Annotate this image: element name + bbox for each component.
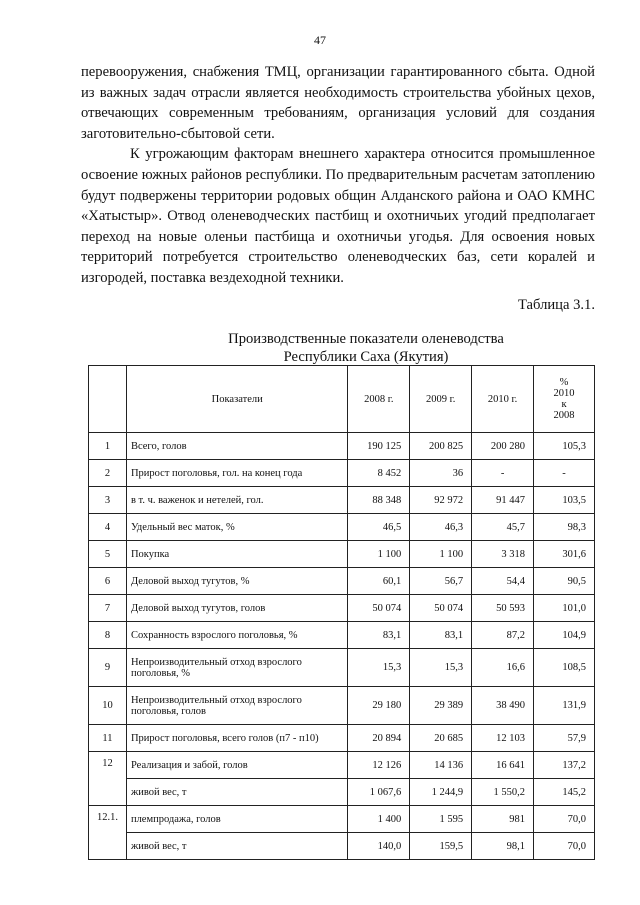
row-percent: 108,5 (534, 649, 595, 687)
row-indicator: Непроизводительный отход взрослого поголовья, голов (126, 687, 347, 725)
row-indicator: живой вес, т (126, 833, 347, 860)
row-value-2008: 83,1 (348, 622, 410, 649)
row-number: 4 (89, 514, 127, 541)
row-value-2009: 50 074 (410, 595, 472, 622)
table-header-row (89, 366, 595, 433)
row-value-2008: 1 067,6 (348, 779, 410, 806)
row-indicator: Непроизводительный отход взрослого поголовья, % (126, 649, 347, 687)
row-indicator: Прирост поголовья, всего голов (п7 - п10) (126, 725, 347, 752)
table-title-line-1: Производственные показатели оленеводства (228, 331, 504, 347)
row-value-2010: 3 318 (472, 541, 534, 568)
row-value-2009: 20 685 (410, 725, 472, 752)
row-number: 11 (89, 725, 127, 752)
row-value-2008: 50 074 (348, 595, 410, 622)
page-number: 47 (314, 33, 326, 47)
header-2009: 2009 г. (410, 366, 472, 433)
table-row (89, 725, 595, 752)
row-percent: 137,2 (534, 752, 595, 779)
row-value-2009: 92 972 (410, 487, 472, 514)
row-number: 6 (89, 568, 127, 595)
row-value-2009: 14 136 (410, 752, 472, 779)
row-percent: 57,9 (534, 725, 595, 752)
row-percent: 98,3 (534, 514, 595, 541)
header-2010: 2010 г. (472, 366, 534, 433)
table-title-line-2: Республики Саха (Якутия) (283, 349, 449, 365)
row-number: 9 (89, 649, 127, 687)
row-value-2008: 190 125 (348, 433, 410, 460)
row-value-2010: 98,1 (472, 833, 534, 860)
row-value-2010: 1 550,2 (472, 779, 534, 806)
table-row (89, 514, 595, 541)
row-number: 12 (89, 752, 127, 806)
row-value-2009: 159,5 (410, 833, 472, 860)
row-value-2010: 16,6 (472, 649, 534, 687)
row-percent: 90,5 (534, 568, 595, 595)
row-number: 2 (89, 460, 127, 487)
row-value-2010: 87,2 (472, 622, 534, 649)
row-value-2010: 12 103 (472, 725, 534, 752)
row-number: 3 (89, 487, 127, 514)
row-percent: 131,9 (534, 687, 595, 725)
row-value-2008: 8 452 (348, 460, 410, 487)
row-number: 5 (89, 541, 127, 568)
row-value-2009: 29 389 (410, 687, 472, 725)
row-value-2008: 88 348 (348, 487, 410, 514)
paragraph-1: перевооружения, снабжения ТМЦ, организации гарантированного сбыта. Одной из важных задач отрасли является необходимость строительства убойных цехов, отвечающих современным требованиям, организация условий для создания заготовительно-сбытовой сети. (81, 64, 595, 142)
row-value-2008: 60,1 (348, 568, 410, 595)
header-num (89, 366, 127, 433)
row-value-2008: 140,0 (348, 833, 410, 860)
row-value-2010: 200 280 (472, 433, 534, 460)
table-title (0, 330, 640, 366)
row-indicator: Удельный вес маток, % (126, 514, 347, 541)
row-percent: 70,0 (534, 806, 595, 833)
row-value-2008: 29 180 (348, 687, 410, 725)
row-number: 12.1. (89, 806, 127, 860)
row-value-2008: 12 126 (348, 752, 410, 779)
row-value-2009: 200 825 (410, 433, 472, 460)
row-number: 10 (89, 687, 127, 725)
row-value-2010: 38 490 (472, 687, 534, 725)
row-percent: 301,6 (534, 541, 595, 568)
row-value-2008: 1 400 (348, 806, 410, 833)
row-indicator: Реализация и забой, голов (126, 752, 347, 779)
row-value-2009: 36 (410, 460, 472, 487)
row-indicator: Всего, голов (126, 433, 347, 460)
table-row (89, 779, 595, 806)
row-value-2009: 15,3 (410, 649, 472, 687)
table-row (89, 541, 595, 568)
row-value-2010: 16 641 (472, 752, 534, 779)
row-value-2009: 83,1 (410, 622, 472, 649)
row-value-2010: 981 (472, 806, 534, 833)
row-value-2008: 1 100 (348, 541, 410, 568)
row-percent: 103,5 (534, 487, 595, 514)
table-row (89, 833, 595, 860)
row-value-2008: 20 894 (348, 725, 410, 752)
row-value-2010: 91 447 (472, 487, 534, 514)
header-2008: 2008 г. (348, 366, 410, 433)
row-indicator: в т. ч. важенок и нетелей, гол. (126, 487, 347, 514)
table-row (89, 687, 595, 725)
row-percent: 145,2 (534, 779, 595, 806)
row-value-2008: 15,3 (348, 649, 410, 687)
table-row (89, 752, 595, 779)
production-indicators-table (88, 365, 595, 860)
row-value-2010: - (472, 460, 534, 487)
row-percent: 70,0 (534, 833, 595, 860)
row-indicator: Сохранность взрослого поголовья, % (126, 622, 347, 649)
row-value-2008: 46,5 (348, 514, 410, 541)
header-indicator: Показатели (126, 366, 347, 433)
table-row (89, 806, 595, 833)
row-percent: 104,9 (534, 622, 595, 649)
row-indicator: Прирост поголовья, гол. на конец года (126, 460, 347, 487)
table-label: Таблица 3.1. (517, 297, 595, 313)
row-value-2009: 1 244,9 (410, 779, 472, 806)
header-percent-line-1: % (559, 377, 569, 388)
row-indicator: Деловой выход тугутов, голов (126, 595, 347, 622)
row-value-2009: 1 100 (410, 541, 472, 568)
row-indicator: племпродажа, голов (126, 806, 347, 833)
table-row (89, 568, 595, 595)
row-number: 1 (89, 433, 127, 460)
row-value-2010: 54,4 (472, 568, 534, 595)
row-percent: 101,0 (534, 595, 595, 622)
row-value-2010: 50 593 (472, 595, 534, 622)
row-value-2009: 1 595 (410, 806, 472, 833)
table-row (89, 622, 595, 649)
row-indicator: Деловой выход тугутов, % (126, 568, 347, 595)
body-text (81, 62, 595, 289)
row-value-2009: 56,7 (410, 568, 472, 595)
header-percent-line-4: 2008 (553, 410, 575, 421)
row-percent: 105,3 (534, 433, 595, 460)
header-percent-line-2: 2010 (553, 388, 575, 399)
header-percent-line-3: к (561, 399, 567, 410)
row-number: 7 (89, 595, 127, 622)
header-percent (534, 366, 595, 433)
row-number: 8 (89, 622, 127, 649)
row-value-2010: 45,7 (472, 514, 534, 541)
table-row (89, 487, 595, 514)
paragraph-2: К угрожающим факторам внешнего характера относится промышленное освоение южных районов республики. По предварительным расчетам затоплению будут подвержены территории родовых общин Алданского района и ОАО КМНС «Хатыстыр». Отвод оленеводческих пастбищ и охотничьих угодий предполагает переход на новые оленьи пастбища и охотничьи угодья. Для освоения новых территорий потребуется строительство оленеводческих баз, сети коралей и изгородей, поставка вездеходной техники. (81, 146, 595, 286)
row-percent: - (534, 460, 595, 487)
table-row (89, 460, 595, 487)
table-row (89, 649, 595, 687)
row-indicator: живой вес, т (126, 779, 347, 806)
table-row (89, 595, 595, 622)
row-value-2009: 46,3 (410, 514, 472, 541)
table-row (89, 433, 595, 460)
row-indicator: Покупка (126, 541, 347, 568)
